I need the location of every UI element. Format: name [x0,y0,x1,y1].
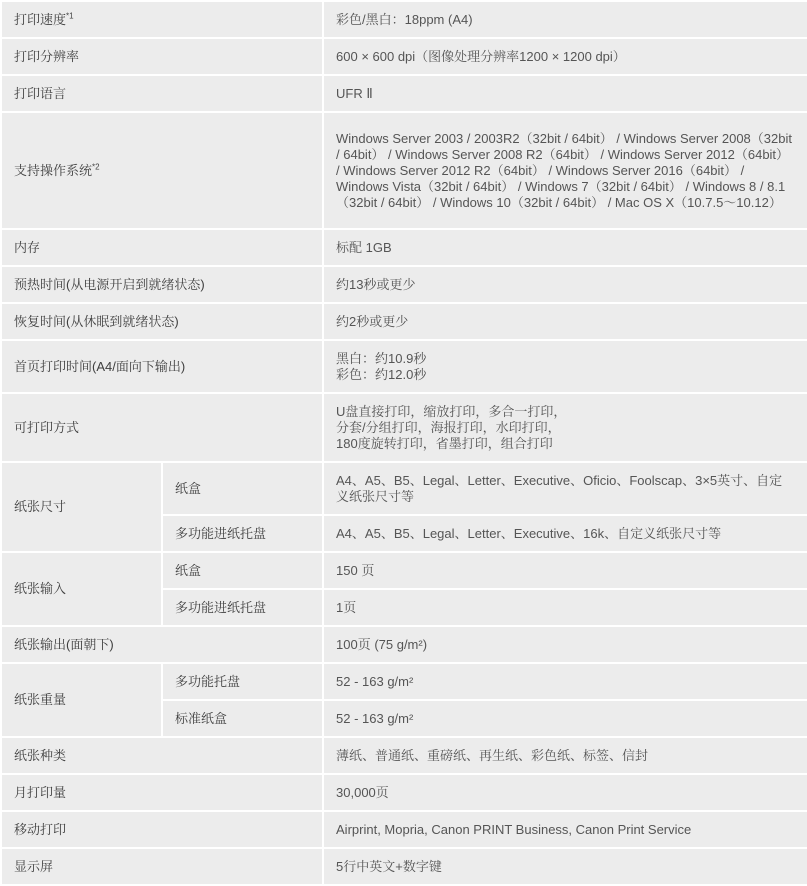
table-row [1,663,807,700]
spec-label: 纸张输出(面朝下) [1,626,323,663]
table-row [1,75,807,112]
spec-label: 纸张输入 [1,552,162,626]
spec-value: Windows Server 2003 / 2003R2（32bit / 64bit） / Windows Server 2008（32bit / 64bit） / Windows Server 2008 R2（64bit） / Windows Server 2012（64bit） / Windows Server 2012 R2（64bit） / Windows Server 2016（64bit） / Windows Vista（32bit / 64bit） / Windows 7（32bit / 64bit） / Windows 8 / 8.1（32bit / 64bit） / Windows 10（32bit / 64bit） / Mac OS X（10.7.5～10.12） [323,112,807,229]
table-row [1,552,807,589]
spec-label: 内存 [1,229,323,266]
spec-value: 约2秒或更少 [323,303,807,340]
spec-value: 薄纸、普通纸、重磅纸、再生纸、彩色纸、标签、信封 [323,737,807,774]
spec-sublabel: 纸盒 [162,552,323,589]
spec-value: 150 页 [323,552,807,589]
spec-label: 支持操作系统$^{*2}$ [1,112,323,229]
spec-sublabel: 标准纸盒 [162,700,323,737]
table-row [1,266,807,303]
spec-value: A4、A5、B5、Legal、Letter、Executive、16k、自定义纸张尺寸等 [323,515,807,552]
spec-label: 打印语言 [1,75,323,112]
table-row [1,774,807,811]
spec-value: 52 - 163 g/m² [323,700,807,737]
spec-label: 打印分辨率 [1,38,323,75]
spec-sublabel: 多功能进纸托盘 [162,589,323,626]
spec-value: 约13秒或更少 [323,266,807,303]
spec-label: 移动打印 [1,811,323,848]
spec-label: 纸张尺寸 [1,462,162,552]
spec-value: 1页 [323,589,807,626]
spec-value: Airprint, Mopria, Canon PRINT Business, Canon Print Service [323,811,807,848]
spec-label: 可打印方式 [1,393,323,462]
spec-value: 黑白：约10.9秒 彩色：约12.0秒 [323,340,807,393]
spec-sublabel: 多功能托盘 [162,663,323,700]
table-row [1,38,807,75]
spec-label: 纸张种类 [1,737,323,774]
spec-label: 首页打印时间(A4/面向下输出) [1,340,323,393]
spec-value: 30,000页 [323,774,807,811]
table-row [1,393,807,462]
table-row [1,626,807,663]
spec-label: 预热时间(从电源开启到就绪状态) [1,266,323,303]
table-row [1,340,807,393]
spec-sublabel: 纸盒 [162,462,323,515]
table-row [1,112,807,229]
spec-label: 恢复时间(从休眠到就绪状态) [1,303,323,340]
table-row [1,737,807,774]
footnote-marker: *1 [66,11,74,21]
footnote-marker: *2 [92,162,100,172]
spec-label: 打印速度$^{*1}$ [1,1,323,38]
table-row [1,229,807,266]
table-row [1,848,807,885]
spec-value: 标配 1GB [323,229,807,266]
spec-label: 显示屏 [1,848,323,885]
spec-sublabel: 多功能进纸托盘 [162,515,323,552]
spec-value: 5行中英文+数字键 [323,848,807,885]
table-row [1,462,807,515]
spec-value: 彩色/黑白：18ppm (A4) [323,1,807,38]
table-row [1,811,807,848]
spec-value: U盘直接打印，缩放打印，多合一打印， 分套/分组打印，海报打印，水印打印， 180度旋转打印，省墨打印，组合打印 [323,393,807,462]
spec-value: A4、A5、B5、Legal、Letter、Executive、Oficio、Foolscap、3×5英寸、自定义纸张尺寸等 [323,462,807,515]
spec-label: 纸张重量 [1,663,162,737]
spec-value: 600 × 600 dpi（图像处理分辨率1200 × 1200 dpi） [323,38,807,75]
table-row [1,303,807,340]
spec-label: 月打印量 [1,774,323,811]
spec-value: 100页 (75 g/m²) [323,626,807,663]
table-row [1,1,807,38]
spec-value: 52 - 163 g/m² [323,663,807,700]
spec-value: UFR Ⅱ [323,75,807,112]
